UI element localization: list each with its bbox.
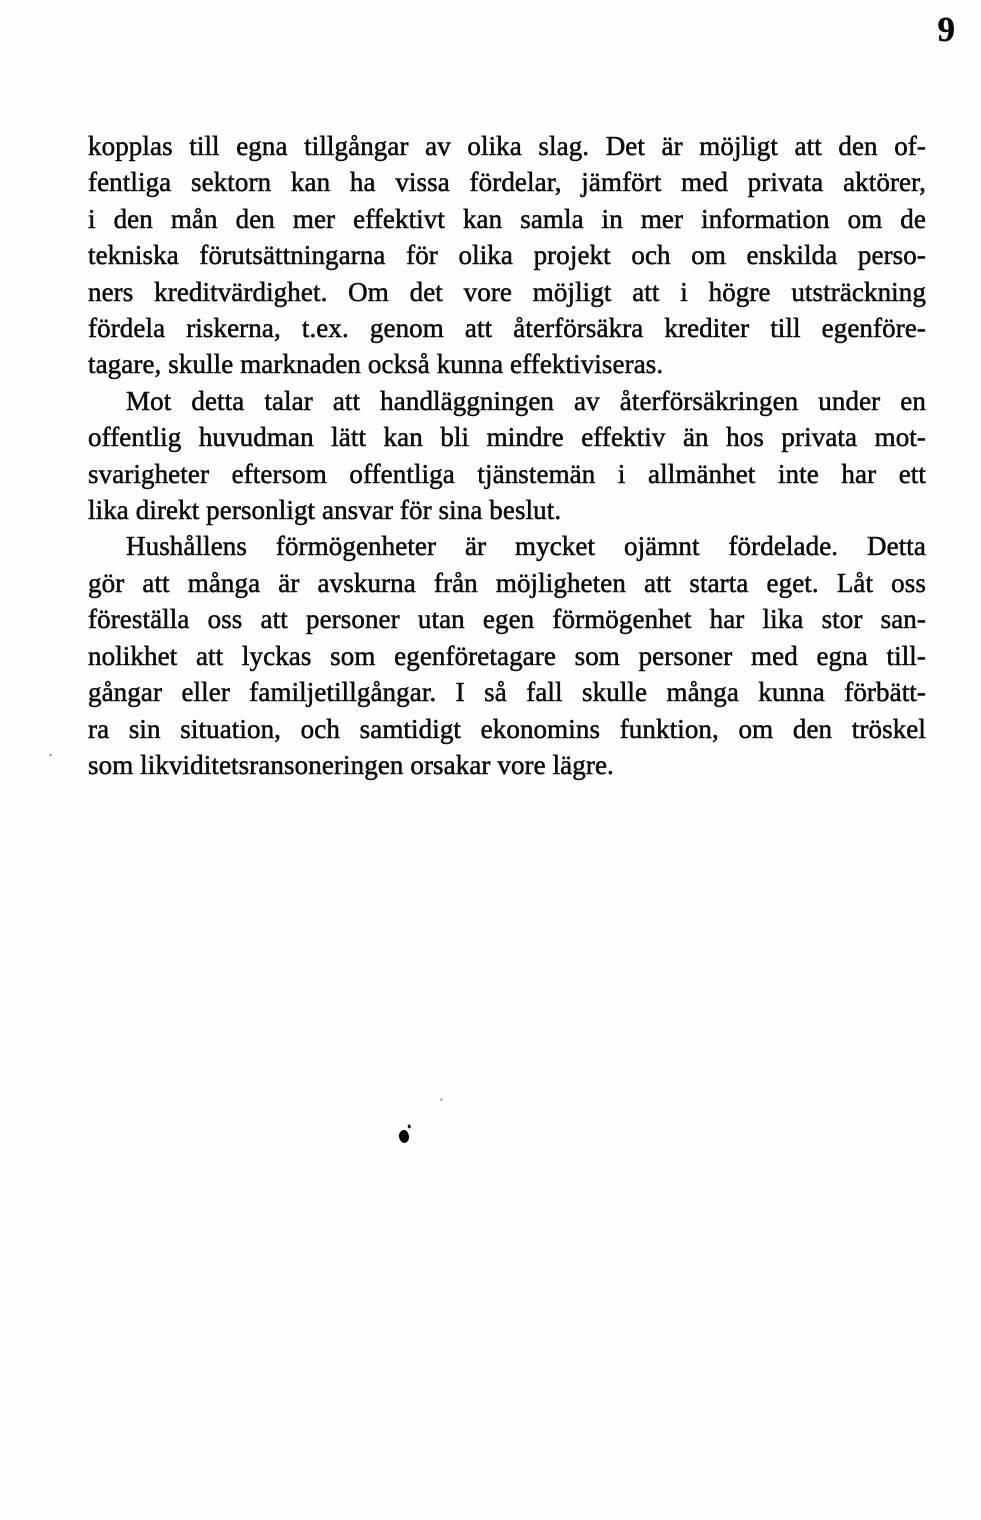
text-line: fördela riskerna, t.ex. genom att återförsäkra krediter till egenföre- [88,313,926,344]
speck-artifact [49,754,52,756]
text-line: tagare, skulle marknaden också kunna effektiviseras. [88,349,664,380]
text-line: som likviditetsransoneringen orsakar vore lägre. [88,749,614,780]
paragraph [88,383,926,529]
text-line: nolikhet att lyckas som egenföretagare som personer med egna till- [88,640,926,671]
paragraph [88,528,926,783]
text-line: lika direkt personligt ansvar för sina beslut. [88,495,562,526]
text-line: fentliga sektorn kan ha vissa fördelar, jämfört med privata aktörer, [88,167,926,198]
text-line: svarigheter eftersom offentliga tjänstemän i allmänhet inte har ett [88,458,926,489]
text-line: offentlig huvudman lätt kan bli mindre effektiv än hos privata mot- [88,422,926,453]
speck-artifact [440,1098,443,1101]
body-text-block [88,128,926,783]
text-line: ners kreditvärdighet. Om det vore möjligt att i högre utsträckning [88,276,926,307]
ink-blot-artifact [398,1129,411,1144]
text-line: i den mån den mer effektivt kan samla in mer information om de [88,203,926,234]
text-line: tekniska förutsättningarna för olika projekt och om enskilda perso- [88,240,926,271]
text-line: gångar eller familjetillgångar. I så fall skulle många kunna förbätt- [88,677,926,708]
paragraph [88,128,926,383]
text-line: ra sin situation, och samtidigt ekonomins funktion, om den tröskel [88,713,926,744]
text-line: föreställa oss att personer utan egen förmögenhet har lika stor san- [88,604,926,635]
text-line: Hushållens förmögenheter är mycket ojämnt fördelade. Detta [126,531,926,562]
text-line: Mot detta talar att handläggningen av återförsäkringen under en [126,385,926,416]
text-line: kopplas till egna tillgångar av olika slag. Det är möjligt att den of- [88,131,926,161]
page-number: 9 [937,10,955,49]
text-line: gör att många är avskurna från möjligheten att starta eget. Låt oss [88,567,926,598]
